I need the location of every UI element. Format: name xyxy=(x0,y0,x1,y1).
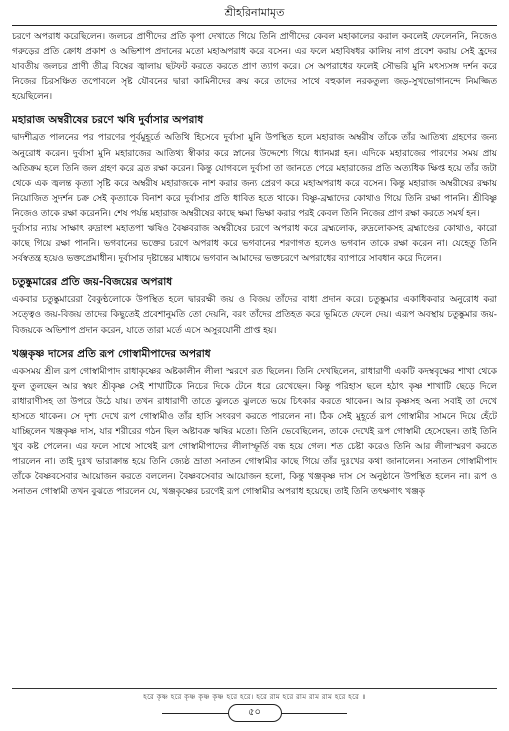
page-footer xyxy=(12,688,497,728)
jaya-vijaya-paragraph: একবার চতুষ্কুমারেরা বৈকুণ্ঠলোকে উপস্থিত হলে দ্বাররক্ষী জয় ও বিজয় তাঁদের বাধা প্রদান করে। চতুষ্কুমার একাধিকবার অনুরোধ করা সত্ত্বেও জয়-বিজয় তাদের কিছুতেই প্রবেশানুমতি তো দেয়নি, বরং তাঁদের প্রতিহত করে ভূমিতে ফেলে দেয়। এরূপ অবস্থায় চতুষ্কুমার জয়-বিজয়কে অভিশাপ প্রদান করেন, যাতে তারা মর্তে এসে অসুরযোনী প্রাপ্ত হয়। xyxy=(12,295,497,336)
khanja-krishna-paragraph: একসময় শ্রীল রূপ গোস্বামীপাদ রাধাকৃষ্ণের অষ্টকালীন লীলা স্মরণে রত ছিলেন। তিনি দেখছিলেন, রাধারাণী একটি কদম্ববৃক্ষের শাখা থেকে ফুল তুলছেন আর স্বয়ং শ্রীকৃষ্ণ সেই শাখাটিকে নিচের দিকে টেনে ধরে রেখেছেন। কিন্তু পরিহাস ছলে হঠাৎ কৃষ্ণ শাখাটি ছেড়ে দিলে রাধারাণীসহ তা উপরে উঠে যায়। তখন রাধারাণী তাতে ঝুলতে ঝুলতে ভয়ে চিৎকার করতে থাকেন। আর কৃষ্ণসহ অন্য সবাই তা দেখে হাসতে থাকেন। সে দৃশ্য দেখে রূপ গোস্বামীও তাঁর হাসি সংবরণ করতে পারলেন না। ঠিক সেই মুহূর্তে রূপ গোস্বামীর সামনে দিয়ে হেঁটে যাচ্ছিলেন খঞ্জকৃষ্ণ দাস, যার শরীরের গঠন ছিল অষ্টাবক্র ঋষির মতো। তিনি ভেবেছিলেন, তাকে দেখেই রূপ গোস্বামী হেসেছেন। তাই তিনি খুব কষ্ট পেলেন। এর ফলে সাথে সাথেই রূপ গোস্বামীপাদের লীলাস্ফূর্তি বন্ধ হয়ে গেল। শত চেষ্টা করেও তিনি আর লীলাস্মরণ করতে পারলেন না। তাই দুঃখ ভারাক্রান্ত হয়ে তিনি জ্যেষ্ঠ ভ্রাতা সনাতন গোস্বামীর কাছে গিয়ে তাঁর দুঃখের কথা জানালেন। সনাতন গোস্বামীপাদ তাঁকে বৈষ্ণবসেবার আয়োজন করতে বললেন। বৈষ্ণবসেবার আয়োজন হলো, কিন্তু খঞ্জকৃষ্ণ দাস সে অনুষ্ঠানে উপস্থিত হলেন না। রূপ ও সনাতন গোস্বামী তখন বুঝতে পারলেন যে, খঞ্জকৃষ্ণের চরণেই রূপ গোস্বামীর অপরাধ হয়েছে। তাই তিনি তৎক্ষণাৎ খঞ্জকৃ xyxy=(12,366,497,498)
intro-paragraph: চরণে অপরাধ করেছিলেন। জলচর প্রাণীদের প্রতি কৃপা দেখাতে গিয়ে তিনি প্রাণীদের কেবল মহাকালের করাল কবলেই ফেলেননি, নিজেও গরুড়ের প্রতি ক্রোধ প্রকাশ ও অভিশাপ প্রদানের মতো মহাঅপরাধ করে বসেন। এর ফলে মহাবিষধর কালিয় নাগ প্রবেশ করায় সেই হ্রদের যাবতীয় জলচর প্রাণী তীব্র বিষের জ্বালায় ছটফট করতে করতে প্রাণ ত্যাগ করে। সে অপরাধের ফলেই সৌভরি মুনি মৎস্যসঙ্গ দর্শন করে নিজের চিরসঞ্চিত তপোবলে সৃষ্ট যৌবনের দ্বারা কামিনীদের ক্রয় করে তাদের সাথে বহুকাল নরকতুল্য জড়-সুখভোগানন্দে নিমজ্জিত হয়েছিলেন। xyxy=(12,32,497,103)
section-heading-ambarish: মহারাজ অম্বরীষের চরণে ঋষি দুর্বাসার অপরাধ xyxy=(12,114,204,127)
page-body xyxy=(12,30,497,680)
page-number: ৫০ xyxy=(228,704,282,722)
footer-mantra: হরে কৃষ্ণ হরে কৃষ্ণ কৃষ্ণ কৃষ্ণ হরে হরে। হরে রাম হরে রাম রাম রাম হরে হরে ॥ xyxy=(143,693,366,701)
footer-divider xyxy=(12,688,497,689)
section-heading-khanja-krishna: খঞ্জকৃষ্ণ দাসের প্রতি রূপ গোস্বামীপাদের অপরাধ xyxy=(12,347,211,360)
book-title: শ্রীহরিনামামৃত xyxy=(224,6,285,19)
page-number-ornament xyxy=(12,704,497,722)
ambarish-paragraph-1: দ্বাদশীব্রত পালনের পর পারণের পূর্বমুহূর্তে অতিথি হিসেবে দুর্বাসা মুনি উপস্থিত হলে মহারাজ অম্বরীষ তাঁকে তাঁর আতিথ্য গ্রহণের জন্য অনুরোধ করেন। দুর্বাসা মুনি মহারাজের আতিথ্য স্বীকার করে স্নানের উদ্দেশ্যে গিয়ে ধ্যানমগ্ন হন। এদিকে মহারাজের পারণের সময় প্রায় অতিক্রম হলে তিনি জল গ্রহণ করে ব্রত রক্ষা করেন। কিন্তু যোগবলে দুর্বাসা তা জানতে পেরে মহারাজের প্রতি অত্যধিক ক্ষিপ্ত হয়ে তাঁর জটা থেকে এক জ্বলন্ত কৃত্যা সৃষ্টি করে অম্বরীষ মহারাজকে নাশ করার জন্য প্রেরণ করে মহাঅপরাধ করে বসেন। কিন্তু মহারাজ অম্বরীষের রক্ষায় নিয়োজিত সুদর্শন চক্র সেই কৃত্যাকে বিনাশ করে দুর্বাসার প্রতি ধাবিত হতে থাকে। বিষ্ণু-ব্রহ্মাদের কোথাও গিয়ে তিনি রক্ষা পাননি। শ্রীবিষ্ণু নিজেও তাকে রক্ষা করেননি। শেষ পর্যন্ত মহারাজ অম্বরীষের কাছে ক্ষমা ভিক্ষা করার পরই কেবল তিনি নিজের প্রাণ রক্ষা করতে সমর্থ হন। xyxy=(12,133,497,219)
ambarish-paragraph-2: দুর্বাসার ন্যায় সাক্ষাৎ রুদ্রাংশ মহাতপা ঋষিও বৈষ্ণবরাজ অম্বরীষের চরণে অপরাধ করে ব্রহ্মলোক, রুদ্রলোকসহ ব্রহ্মাণ্ডের কোথাও, কারো কাছে গিয়ে রক্ষা পাননি। ভগবানের ভক্তের চরণে অপরাধ করে ভগবানের শরণাগত হলেও ভগবান তাকে রক্ষা করেন না। যেহেতু তিনি সর্বস্বতন্ত্র হয়েও ভক্তপ্রেমাধীন। দুর্বাসার দৃষ্টান্তের মাধ্যমে ভগবান আমাদের ভক্তচরণে অপরাধের ব্যাপারে সাবধান করে দিলেন। xyxy=(12,224,497,265)
running-header xyxy=(12,3,497,26)
section-heading-jaya-vijaya: চতুষ্কুমারের প্রতি জয়-বিজয়ের অপরাধ xyxy=(12,276,173,289)
